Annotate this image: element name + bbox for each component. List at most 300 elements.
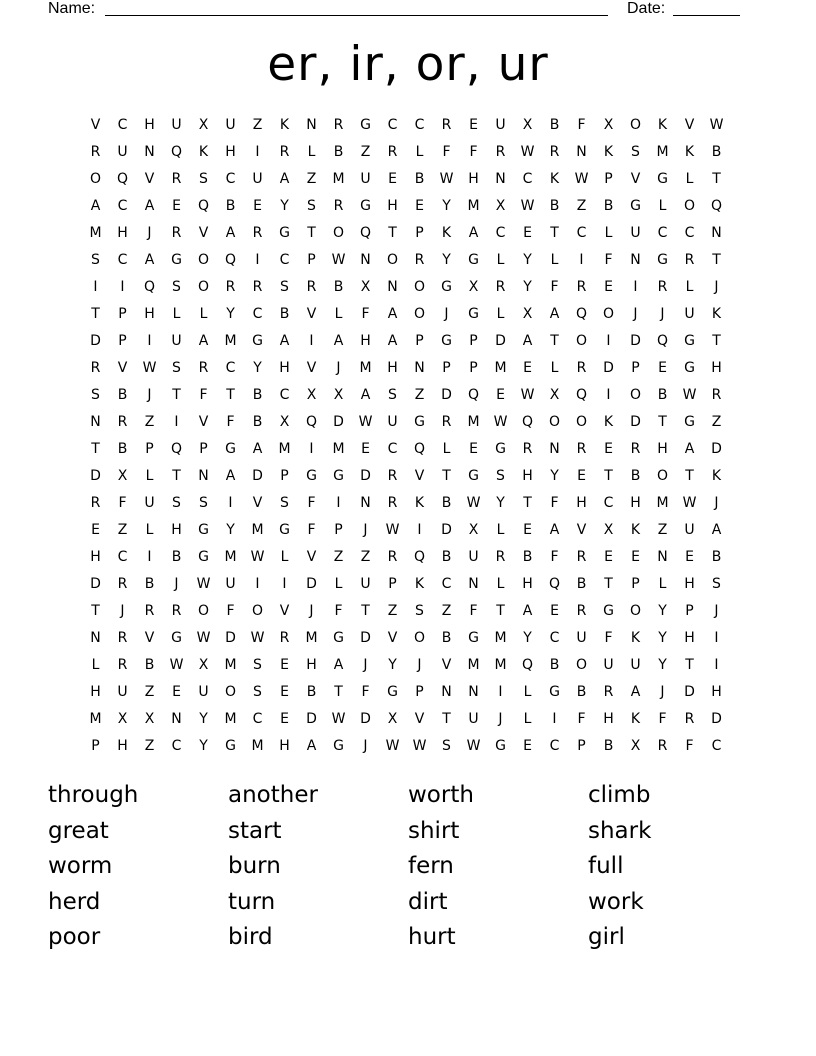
- grid-letter[interactable]: V: [198, 225, 209, 241]
- grid-letter[interactable]: W: [169, 657, 184, 673]
- grid-letter[interactable]: S: [307, 198, 316, 214]
- grid-letter[interactable]: J: [120, 603, 125, 619]
- grid-letter[interactable]: P: [577, 738, 586, 754]
- grid-letter[interactable]: B: [576, 684, 587, 700]
- grid-letter[interactable]: V: [306, 306, 317, 322]
- grid-letter[interactable]: R: [225, 279, 236, 295]
- grid-letter[interactable]: Y: [523, 630, 532, 646]
- grid-letter[interactable]: G: [441, 279, 452, 295]
- grid-letter[interactable]: U: [252, 171, 263, 187]
- grid-letter[interactable]: H: [279, 360, 290, 376]
- grid-letter[interactable]: L: [658, 576, 667, 592]
- grid-letter[interactable]: W: [466, 738, 481, 754]
- grid-letter[interactable]: I: [336, 495, 341, 511]
- grid-letter[interactable]: F: [361, 684, 370, 700]
- grid-letter[interactable]: A: [306, 738, 317, 754]
- grid-letter[interactable]: N: [360, 252, 371, 268]
- grid-letter[interactable]: S: [388, 387, 397, 403]
- grid-letter[interactable]: T: [658, 414, 667, 430]
- grid-letter[interactable]: P: [604, 171, 613, 187]
- grid-letter[interactable]: M: [494, 360, 507, 376]
- grid-letter[interactable]: G: [333, 738, 344, 754]
- grid-letter[interactable]: Z: [576, 198, 587, 214]
- grid-letter[interactable]: E: [469, 441, 478, 457]
- grid-letter[interactable]: M: [278, 441, 291, 457]
- grid-letter[interactable]: C: [279, 252, 290, 268]
- grid-letter[interactable]: G: [684, 360, 695, 376]
- grid-letter[interactable]: R: [576, 279, 587, 295]
- grid-letter[interactable]: M: [251, 522, 264, 538]
- grid-letter[interactable]: T: [712, 171, 721, 187]
- grid-letter[interactable]: E: [91, 522, 100, 538]
- grid-letter[interactable]: Q: [305, 414, 318, 430]
- grid-letter[interactable]: U: [684, 522, 695, 538]
- grid-letter[interactable]: N: [198, 468, 209, 484]
- grid-letter[interactable]: N: [306, 117, 317, 133]
- grid-letter[interactable]: S: [280, 279, 289, 295]
- grid-letter[interactable]: A: [522, 333, 533, 349]
- grid-letter[interactable]: K: [630, 630, 641, 646]
- date-blank-line[interactable]: [673, 0, 740, 16]
- grid-letter[interactable]: F: [442, 144, 451, 160]
- grid-letter[interactable]: J: [660, 306, 665, 322]
- grid-letter[interactable]: O: [683, 198, 696, 214]
- grid-letter[interactable]: U: [630, 225, 641, 241]
- grid-letter[interactable]: A: [333, 333, 344, 349]
- grid-letter[interactable]: B: [441, 630, 452, 646]
- grid-letter[interactable]: A: [684, 441, 695, 457]
- grid-letter[interactable]: H: [90, 549, 101, 565]
- grid-letter[interactable]: D: [360, 711, 371, 727]
- grid-letter[interactable]: R: [630, 441, 641, 457]
- grid-letter[interactable]: S: [415, 603, 424, 619]
- grid-letter[interactable]: L: [604, 225, 613, 241]
- grid-letter[interactable]: X: [603, 117, 614, 133]
- grid-letter[interactable]: W: [682, 495, 697, 511]
- grid-letter[interactable]: Q: [467, 387, 480, 403]
- grid-letter[interactable]: N: [387, 279, 398, 295]
- grid-letter[interactable]: Z: [441, 603, 452, 619]
- grid-letter[interactable]: G: [333, 630, 344, 646]
- grid-letter[interactable]: R: [171, 225, 182, 241]
- grid-letter[interactable]: H: [522, 468, 533, 484]
- grid-letter[interactable]: F: [550, 495, 559, 511]
- grid-letter[interactable]: R: [576, 603, 587, 619]
- grid-letter[interactable]: R: [117, 576, 128, 592]
- grid-letter[interactable]: H: [144, 306, 155, 322]
- grid-letter[interactable]: Z: [414, 387, 425, 403]
- grid-letter[interactable]: P: [118, 333, 127, 349]
- grid-letter[interactable]: X: [522, 117, 533, 133]
- grid-letter[interactable]: T: [550, 225, 559, 241]
- grid-letter[interactable]: L: [658, 198, 667, 214]
- grid-letter[interactable]: D: [360, 468, 371, 484]
- grid-letter[interactable]: K: [549, 171, 560, 187]
- grid-letter[interactable]: T: [334, 684, 343, 700]
- grid-letter[interactable]: X: [333, 387, 344, 403]
- grid-letter[interactable]: U: [360, 171, 371, 187]
- grid-letter[interactable]: R: [333, 198, 344, 214]
- grid-letter[interactable]: G: [360, 198, 371, 214]
- grid-letter[interactable]: P: [442, 360, 451, 376]
- grid-letter[interactable]: G: [441, 333, 452, 349]
- grid-letter[interactable]: H: [657, 441, 668, 457]
- grid-letter[interactable]: C: [279, 387, 290, 403]
- grid-letter[interactable]: D: [360, 630, 371, 646]
- grid-letter[interactable]: Q: [170, 144, 183, 160]
- grid-letter[interactable]: B: [657, 387, 668, 403]
- grid-letter[interactable]: V: [117, 360, 128, 376]
- grid-letter[interactable]: G: [279, 522, 290, 538]
- grid-letter[interactable]: O: [386, 252, 399, 268]
- grid-letter[interactable]: H: [360, 333, 371, 349]
- grid-letter[interactable]: W: [196, 576, 211, 592]
- grid-letter[interactable]: R: [522, 441, 533, 457]
- grid-letter[interactable]: U: [495, 117, 506, 133]
- grid-letter[interactable]: N: [360, 495, 371, 511]
- grid-letter[interactable]: E: [523, 522, 532, 538]
- grid-letter[interactable]: O: [197, 279, 210, 295]
- grid-letter[interactable]: Q: [521, 414, 534, 430]
- grid-letter[interactable]: R: [387, 468, 398, 484]
- grid-letter[interactable]: J: [633, 306, 638, 322]
- grid-letter[interactable]: G: [495, 441, 506, 457]
- grid-letter[interactable]: U: [171, 117, 182, 133]
- grid-letter[interactable]: C: [117, 252, 128, 268]
- grid-letter[interactable]: V: [414, 711, 425, 727]
- grid-letter[interactable]: N: [171, 711, 182, 727]
- grid-letter[interactable]: L: [334, 576, 343, 592]
- grid-letter[interactable]: R: [198, 360, 209, 376]
- grid-letter[interactable]: W: [250, 549, 265, 565]
- grid-letter[interactable]: X: [306, 387, 317, 403]
- grid-letter[interactable]: Y: [550, 468, 559, 484]
- grid-letter[interactable]: S: [172, 495, 181, 511]
- grid-letter[interactable]: U: [225, 117, 236, 133]
- grid-letter[interactable]: V: [144, 630, 155, 646]
- grid-letter[interactable]: T: [604, 576, 613, 592]
- grid-letter[interactable]: L: [523, 711, 532, 727]
- grid-letter[interactable]: Y: [442, 252, 451, 268]
- grid-letter[interactable]: Y: [442, 198, 451, 214]
- grid-letter[interactable]: C: [117, 198, 128, 214]
- grid-letter[interactable]: T: [496, 603, 505, 619]
- grid-letter[interactable]: R: [90, 360, 101, 376]
- grid-letter[interactable]: I: [228, 495, 233, 511]
- grid-letter[interactable]: D: [333, 414, 344, 430]
- grid-letter[interactable]: V: [90, 117, 101, 133]
- grid-letter[interactable]: D: [306, 711, 317, 727]
- grid-letter[interactable]: M: [89, 225, 102, 241]
- grid-letter[interactable]: Q: [710, 198, 723, 214]
- grid-letter[interactable]: R: [333, 117, 344, 133]
- grid-letter[interactable]: N: [414, 360, 425, 376]
- grid-letter[interactable]: F: [307, 495, 316, 511]
- grid-letter[interactable]: E: [172, 684, 181, 700]
- grid-letter[interactable]: S: [91, 252, 100, 268]
- grid-letter[interactable]: W: [331, 711, 346, 727]
- grid-letter[interactable]: P: [199, 441, 208, 457]
- grid-letter[interactable]: E: [253, 198, 262, 214]
- grid-letter[interactable]: F: [685, 738, 694, 754]
- grid-letter[interactable]: W: [520, 387, 535, 403]
- grid-letter[interactable]: D: [90, 333, 101, 349]
- grid-letter[interactable]: G: [603, 603, 614, 619]
- grid-letter[interactable]: E: [388, 171, 397, 187]
- grid-letter[interactable]: Z: [144, 684, 155, 700]
- grid-letter[interactable]: K: [441, 225, 452, 241]
- grid-letter[interactable]: A: [144, 198, 155, 214]
- grid-letter[interactable]: Z: [252, 117, 263, 133]
- grid-letter[interactable]: U: [603, 657, 614, 673]
- grid-letter[interactable]: D: [711, 711, 722, 727]
- grid-letter[interactable]: K: [279, 117, 290, 133]
- grid-letter[interactable]: I: [174, 414, 179, 430]
- grid-letter[interactable]: D: [90, 576, 101, 592]
- grid-letter[interactable]: U: [468, 711, 479, 727]
- grid-letter[interactable]: E: [469, 117, 478, 133]
- grid-letter[interactable]: G: [684, 333, 695, 349]
- grid-letter[interactable]: D: [495, 333, 506, 349]
- grid-letter[interactable]: V: [387, 630, 398, 646]
- grid-letter[interactable]: V: [630, 171, 641, 187]
- grid-letter[interactable]: S: [199, 495, 208, 511]
- grid-letter[interactable]: E: [604, 279, 613, 295]
- grid-letter[interactable]: V: [306, 360, 317, 376]
- grid-letter[interactable]: P: [280, 468, 289, 484]
- grid-letter[interactable]: R: [684, 711, 695, 727]
- grid-letter[interactable]: Z: [306, 171, 317, 187]
- grid-letter[interactable]: I: [93, 279, 98, 295]
- grid-letter[interactable]: P: [91, 738, 100, 754]
- grid-letter[interactable]: X: [144, 711, 155, 727]
- grid-letter[interactable]: W: [466, 495, 481, 511]
- grid-letter[interactable]: T: [685, 468, 694, 484]
- grid-letter[interactable]: L: [496, 252, 505, 268]
- grid-letter[interactable]: I: [309, 333, 314, 349]
- grid-letter[interactable]: E: [172, 198, 181, 214]
- grid-letter[interactable]: T: [712, 252, 721, 268]
- grid-letter[interactable]: R: [387, 144, 398, 160]
- grid-letter[interactable]: M: [467, 414, 480, 430]
- grid-letter[interactable]: N: [711, 225, 722, 241]
- grid-letter[interactable]: G: [657, 252, 668, 268]
- grid-letter[interactable]: H: [225, 144, 236, 160]
- grid-letter[interactable]: J: [714, 603, 719, 619]
- grid-letter[interactable]: T: [550, 333, 559, 349]
- grid-letter[interactable]: A: [144, 252, 155, 268]
- grid-letter[interactable]: M: [332, 171, 345, 187]
- grid-letter[interactable]: G: [360, 117, 371, 133]
- grid-letter[interactable]: H: [90, 684, 101, 700]
- grid-letter[interactable]: R: [684, 252, 695, 268]
- grid-letter[interactable]: C: [684, 225, 695, 241]
- grid-letter[interactable]: S: [442, 738, 451, 754]
- grid-letter[interactable]: R: [171, 171, 182, 187]
- grid-letter[interactable]: I: [309, 441, 314, 457]
- grid-letter[interactable]: V: [144, 171, 155, 187]
- grid-letter[interactable]: W: [385, 522, 400, 538]
- grid-letter[interactable]: F: [604, 630, 613, 646]
- grid-letter[interactable]: R: [495, 144, 506, 160]
- grid-letter[interactable]: A: [711, 522, 722, 538]
- grid-letter[interactable]: B: [522, 549, 533, 565]
- grid-letter[interactable]: H: [603, 711, 614, 727]
- grid-letter[interactable]: F: [199, 387, 208, 403]
- grid-letter[interactable]: F: [307, 522, 316, 538]
- grid-letter[interactable]: Y: [253, 360, 262, 376]
- grid-letter[interactable]: T: [307, 225, 316, 241]
- grid-letter[interactable]: P: [334, 522, 343, 538]
- grid-letter[interactable]: H: [117, 225, 128, 241]
- grid-letter[interactable]: J: [336, 360, 341, 376]
- grid-letter[interactable]: O: [413, 630, 426, 646]
- grid-letter[interactable]: H: [117, 738, 128, 754]
- grid-letter[interactable]: P: [415, 333, 424, 349]
- grid-letter[interactable]: R: [387, 549, 398, 565]
- grid-letter[interactable]: L: [334, 306, 343, 322]
- grid-letter[interactable]: B: [252, 387, 263, 403]
- grid-letter[interactable]: O: [656, 468, 669, 484]
- grid-letter[interactable]: J: [417, 657, 422, 673]
- grid-letter[interactable]: B: [279, 306, 290, 322]
- grid-letter[interactable]: J: [363, 522, 368, 538]
- grid-letter[interactable]: O: [629, 117, 642, 133]
- grid-letter[interactable]: H: [630, 495, 641, 511]
- grid-letter[interactable]: H: [387, 360, 398, 376]
- grid-letter[interactable]: P: [388, 576, 397, 592]
- grid-letter[interactable]: J: [147, 387, 152, 403]
- grid-letter[interactable]: G: [657, 171, 668, 187]
- grid-letter[interactable]: W: [682, 387, 697, 403]
- grid-letter[interactable]: F: [604, 252, 613, 268]
- grid-letter[interactable]: T: [226, 387, 235, 403]
- grid-letter[interactable]: D: [684, 684, 695, 700]
- grid-letter[interactable]: N: [90, 414, 101, 430]
- grid-letter[interactable]: U: [576, 630, 587, 646]
- grid-letter[interactable]: G: [495, 738, 506, 754]
- grid-letter[interactable]: X: [630, 738, 641, 754]
- grid-letter[interactable]: G: [414, 414, 425, 430]
- grid-letter[interactable]: F: [361, 306, 370, 322]
- grid-letter[interactable]: G: [387, 684, 398, 700]
- grid-letter[interactable]: F: [577, 711, 586, 727]
- grid-letter[interactable]: X: [468, 279, 479, 295]
- grid-letter[interactable]: O: [413, 279, 426, 295]
- grid-letter[interactable]: O: [197, 252, 210, 268]
- grid-letter[interactable]: F: [226, 414, 235, 430]
- grid-letter[interactable]: S: [172, 360, 181, 376]
- grid-letter[interactable]: L: [280, 549, 289, 565]
- grid-letter[interactable]: U: [387, 414, 398, 430]
- grid-letter[interactable]: L: [496, 522, 505, 538]
- grid-letter[interactable]: G: [306, 468, 317, 484]
- grid-letter[interactable]: D: [630, 333, 641, 349]
- grid-letter[interactable]: Y: [658, 630, 667, 646]
- grid-letter[interactable]: Z: [144, 414, 155, 430]
- grid-letter[interactable]: L: [442, 441, 451, 457]
- grid-letter[interactable]: B: [414, 171, 425, 187]
- grid-letter[interactable]: E: [631, 549, 640, 565]
- grid-letter[interactable]: S: [253, 657, 262, 673]
- grid-letter[interactable]: A: [549, 522, 560, 538]
- grid-letter[interactable]: A: [333, 657, 344, 673]
- grid-letter[interactable]: P: [145, 441, 154, 457]
- grid-letter[interactable]: S: [496, 468, 505, 484]
- grid-letter[interactable]: R: [117, 657, 128, 673]
- grid-letter[interactable]: C: [252, 306, 263, 322]
- grid-letter[interactable]: R: [387, 495, 398, 511]
- grid-letter[interactable]: D: [630, 414, 641, 430]
- grid-letter[interactable]: P: [415, 225, 424, 241]
- grid-letter[interactable]: J: [498, 711, 503, 727]
- grid-letter[interactable]: R: [90, 495, 101, 511]
- grid-letter[interactable]: K: [711, 306, 722, 322]
- grid-letter[interactable]: D: [441, 522, 452, 538]
- grid-letter[interactable]: M: [224, 549, 237, 565]
- grid-letter[interactable]: O: [548, 414, 561, 430]
- grid-letter[interactable]: E: [280, 657, 289, 673]
- grid-letter[interactable]: W: [250, 630, 265, 646]
- grid-letter[interactable]: X: [198, 117, 209, 133]
- grid-letter[interactable]: E: [523, 225, 532, 241]
- grid-letter[interactable]: Q: [656, 333, 669, 349]
- grid-letter[interactable]: E: [523, 360, 532, 376]
- grid-letter[interactable]: J: [147, 225, 152, 241]
- grid-letter[interactable]: B: [171, 549, 182, 565]
- grid-letter[interactable]: F: [550, 279, 559, 295]
- grid-letter[interactable]: E: [523, 738, 532, 754]
- grid-letter[interactable]: I: [282, 576, 287, 592]
- grid-letter[interactable]: M: [224, 657, 237, 673]
- grid-letter[interactable]: P: [685, 603, 694, 619]
- grid-letter[interactable]: R: [603, 684, 614, 700]
- grid-letter[interactable]: W: [520, 144, 535, 160]
- grid-letter[interactable]: J: [444, 306, 449, 322]
- grid-letter[interactable]: H: [684, 630, 695, 646]
- grid-letter[interactable]: C: [576, 225, 587, 241]
- grid-letter[interactable]: F: [469, 144, 478, 160]
- grid-letter[interactable]: N: [468, 684, 479, 700]
- grid-letter[interactable]: U: [468, 549, 479, 565]
- grid-letter[interactable]: X: [279, 414, 290, 430]
- grid-letter[interactable]: H: [144, 117, 155, 133]
- grid-letter[interactable]: A: [387, 306, 398, 322]
- grid-letter[interactable]: E: [496, 387, 505, 403]
- grid-letter[interactable]: P: [118, 306, 127, 322]
- grid-letter[interactable]: U: [225, 576, 236, 592]
- grid-letter[interactable]: B: [144, 576, 155, 592]
- grid-letter[interactable]: D: [711, 441, 722, 457]
- grid-letter[interactable]: F: [550, 549, 559, 565]
- grid-letter[interactable]: Y: [658, 603, 667, 619]
- grid-letter[interactable]: B: [441, 495, 452, 511]
- grid-letter[interactable]: Q: [359, 225, 372, 241]
- grid-letter[interactable]: R: [144, 603, 155, 619]
- grid-letter[interactable]: C: [117, 549, 128, 565]
- grid-letter[interactable]: P: [469, 333, 478, 349]
- grid-letter[interactable]: W: [493, 414, 508, 430]
- grid-letter[interactable]: T: [604, 468, 613, 484]
- grid-letter[interactable]: P: [415, 684, 424, 700]
- grid-letter[interactable]: D: [225, 630, 236, 646]
- grid-letter[interactable]: S: [91, 387, 100, 403]
- grid-letter[interactable]: N: [495, 171, 506, 187]
- grid-letter[interactable]: K: [657, 117, 668, 133]
- grid-letter[interactable]: K: [711, 468, 722, 484]
- grid-letter[interactable]: Y: [280, 198, 289, 214]
- grid-letter[interactable]: U: [360, 576, 371, 592]
